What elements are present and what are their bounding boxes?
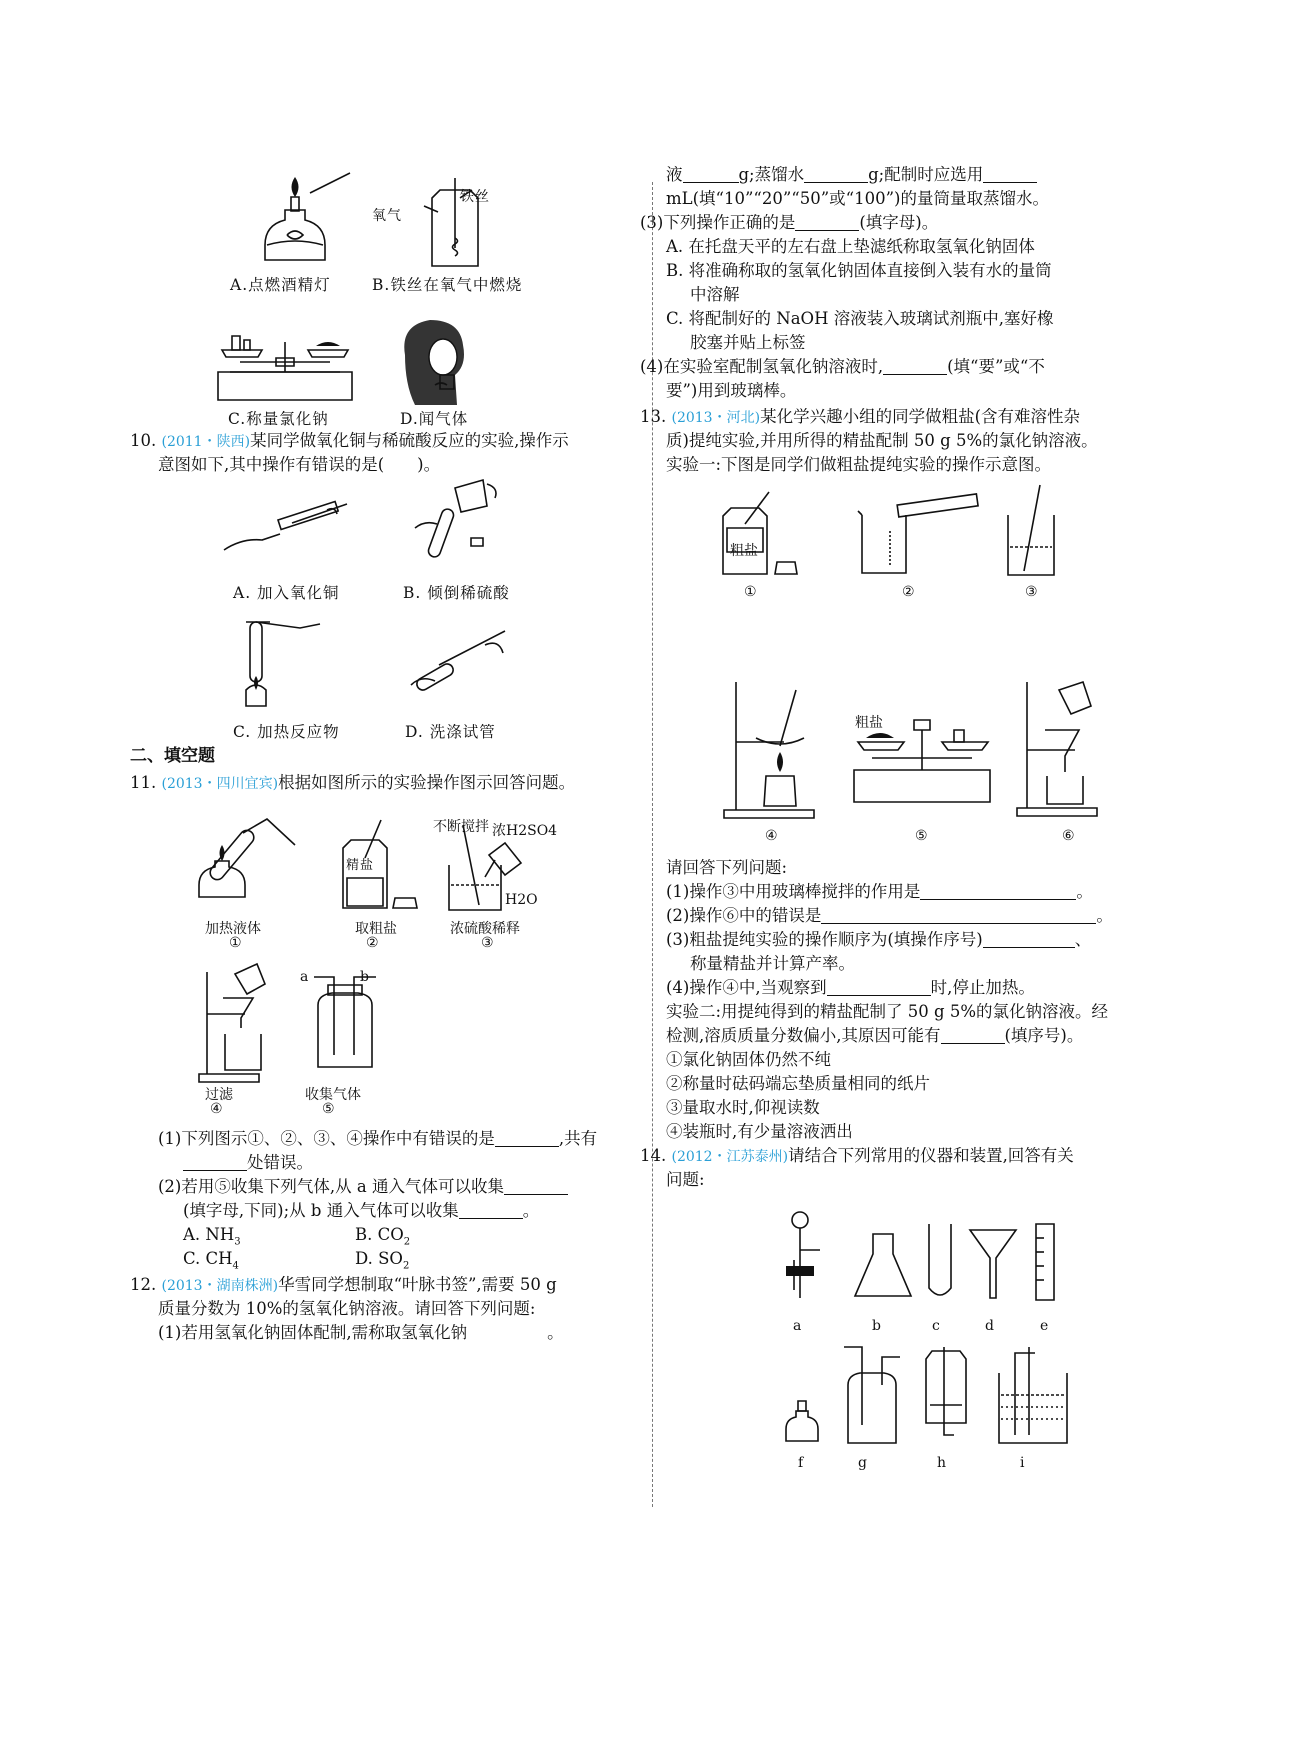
q11-fig4-caption: 过滤 xyxy=(205,1087,233,1103)
stir-dissolve-figure xyxy=(1004,485,1064,580)
q11-fig5-caption: 收集气体 xyxy=(305,1087,361,1103)
filtration-figure xyxy=(195,962,285,1087)
q11-fig1-num: ① xyxy=(229,935,242,951)
conc-h2so4-label: 浓H2SO4 xyxy=(492,823,558,839)
q13-part1 xyxy=(666,879,1093,905)
q12-part1 xyxy=(158,1320,564,1346)
q13-exp2a: 实验二:用提纯得到的精盐配制了 50 g 5%的氯化钠溶液。经 xyxy=(666,1002,1109,1021)
q13-fig3-num: ③ xyxy=(1025,584,1038,600)
q12-part1-cont xyxy=(666,162,1037,188)
q10-caption-b: B. 倾倒稀硫酸 xyxy=(403,584,510,602)
q13-p3c: 称量精盐并计算产率。 xyxy=(690,954,855,973)
q10-source: (2011・陕西) xyxy=(161,434,251,450)
alcohol-lamp-figure xyxy=(782,1395,822,1445)
q13-part4 xyxy=(666,975,1035,1001)
q11-blank-2[interactable] xyxy=(183,1152,247,1171)
section-heading-fill-blank: 二、填空题 xyxy=(130,746,215,766)
water-label: H2O xyxy=(505,892,538,908)
q12-p4a: (4)在实验室配制氢氧化钠溶液时, xyxy=(640,357,884,376)
q14-text2: 问题: xyxy=(666,1170,705,1189)
q11-stem xyxy=(130,770,575,797)
beaker-with-tubes-figure xyxy=(995,1345,1085,1445)
q11-fig1-caption: 加热液体 xyxy=(205,921,261,937)
label-e: e xyxy=(1040,1318,1049,1334)
q11-text: 根据如图所示的实验操作图示回答问题。 xyxy=(278,773,576,792)
crude-salt-pan-label: 粗盐 xyxy=(855,715,883,731)
label-g: g xyxy=(858,1455,867,1471)
q13-choice-4: ④装瓶时,有少量溶液洒出 xyxy=(666,1122,853,1141)
q11-option-b-text: B. CO xyxy=(355,1225,404,1244)
q13-stem-line1 xyxy=(640,404,1080,431)
q9-caption-d: D.闻气体 xyxy=(400,410,469,428)
q13-fig5-num: ⑤ xyxy=(915,828,928,844)
q11-fig3-caption: 浓硫酸稀释 xyxy=(450,921,520,937)
q13-p2-end: 。 xyxy=(1096,906,1113,925)
q13-blank-1[interactable] xyxy=(920,881,1076,900)
balance-weighing-figure xyxy=(210,322,360,402)
q12-blank-cylinder[interactable] xyxy=(983,164,1037,183)
q11-blank-3[interactable] xyxy=(504,1176,568,1195)
smelling-gas-figure xyxy=(395,315,475,407)
q12-text1: 华雪同学想制取“叶脉书签”,需要 50 g xyxy=(278,1275,557,1294)
separatory-funnel-figure xyxy=(780,1210,840,1300)
q11-fig4-num: ④ xyxy=(210,1101,223,1117)
q14-text1: 请结合下列常用的仪器和装置,回答有关 xyxy=(788,1146,1074,1165)
q11-source: (2013・四川宜宾) xyxy=(161,776,279,792)
gas-collection-bottle-figure xyxy=(310,975,380,1070)
filtration-error-figure xyxy=(1015,680,1105,820)
q12-r2: mL(填“10”“20”“50”或“100”)的量筒量取蒸馏水。 xyxy=(666,189,1049,208)
q12-blank-3[interactable] xyxy=(795,212,859,231)
q13-fig2-num: ② xyxy=(902,584,915,600)
q13-text3: 实验一:下图是同学们做粗盐提纯实验的操作示意图。 xyxy=(666,455,1052,474)
q12-p1: (1)若用氢氧化钠固体配制,需称取氢氧化钠 xyxy=(158,1323,468,1342)
q13-blank-5[interactable] xyxy=(941,1025,1005,1044)
q13-blank-2[interactable] xyxy=(821,905,1096,924)
q12-blank-water[interactable] xyxy=(804,164,868,183)
q11-option-a-sub: 3 xyxy=(234,1236,241,1248)
wash-test-tube-figure xyxy=(405,625,515,705)
q13-p1-end: 。 xyxy=(1076,882,1093,901)
q11-part2-line2 xyxy=(183,1198,539,1224)
q9-caption-a: A.点燃酒精灯 xyxy=(230,276,331,294)
label-d: d xyxy=(985,1318,994,1334)
heat-reactants-figure xyxy=(240,610,330,710)
q11-p2a: (2)若用⑤收集下列气体,从 a 通入气体可以收集 xyxy=(158,1177,504,1196)
oxygen-label: 氧气 xyxy=(372,208,402,224)
q13-blank-4[interactable] xyxy=(827,977,931,996)
q13-fig6-num: ⑥ xyxy=(1062,828,1075,844)
q11-option-c-sub: 4 xyxy=(232,1260,239,1272)
q11-number: 11. xyxy=(130,773,157,792)
q12-option-a: A. 在托盘天平的左右盘上垫滤纸称取氢氧化钠固体 xyxy=(666,237,1035,256)
q13-number: 13. xyxy=(640,407,667,426)
q12-number: 12. xyxy=(130,1275,157,1294)
funnel-figure xyxy=(968,1228,1018,1300)
fine-salt-label: 精盐 xyxy=(346,858,375,873)
q12-source: (2013・湖南株洲) xyxy=(161,1278,279,1294)
q12-p4b: (填“要”或“不 xyxy=(947,357,1045,376)
q11-option-d-text: D. SO xyxy=(355,1249,403,1268)
port-a-label: a xyxy=(300,969,309,985)
q11-p1a: (1)下列图示①、②、③、④操作中有错误的是 xyxy=(158,1129,495,1148)
q12-option-c1: C. 将配制好的 NaOH 溶液装入玻璃试剂瓶中,塞好橡 xyxy=(666,309,1054,328)
q12-part4 xyxy=(640,354,1045,380)
q12-option-c2: 胶塞并贴上标签 xyxy=(690,333,806,352)
q11-option-d-sub: 2 xyxy=(402,1260,410,1272)
q10-number: 10. xyxy=(130,431,157,450)
q12-option-b1: B. 将准确称取的氢氧化钠固体直接倒入装有水的量筒 xyxy=(666,261,1052,280)
bent-tube-bottle-figure xyxy=(920,1345,980,1445)
q13-fig1-num: ① xyxy=(744,584,757,600)
q11-part1-line1 xyxy=(158,1126,597,1152)
q13-choice-2: ②称量时砝码端忘垫质量相同的纸片 xyxy=(666,1074,930,1093)
q13-part3 xyxy=(666,927,1091,953)
q13-p4b: 时,停止加热。 xyxy=(930,978,1035,997)
q13-p3: (3)粗盐提纯实验的操作顺序为(填操作序号) xyxy=(666,930,983,949)
gas-washing-bottle-figure xyxy=(842,1345,902,1445)
q13-exp2b-line xyxy=(666,1023,1083,1049)
label-c: c xyxy=(932,1318,940,1334)
label-f: f xyxy=(798,1455,804,1471)
q10-text2: 意图如下,其中操作有错误的是( )。 xyxy=(158,455,441,474)
q10-caption-a: A. 加入氧化铜 xyxy=(233,584,340,602)
q11-fig2-caption: 取粗盐 xyxy=(355,921,397,937)
q13-p1: (1)操作③中用玻璃棒搅拌的作用是 xyxy=(666,882,921,901)
q10-caption-d: D. 洗涤试管 xyxy=(405,723,496,741)
q11-p2b: (填字母,下同);从 b 通入气体可以收集 xyxy=(183,1201,459,1220)
label-i: i xyxy=(1020,1455,1025,1471)
q13-ask: 请回答下列问题: xyxy=(666,858,788,877)
q11-part1-line2 xyxy=(183,1150,313,1176)
q12-r1c: g;配制时应选用 xyxy=(868,165,984,184)
q13-blank-3[interactable] xyxy=(983,929,1075,948)
q13-text1: 某化学兴趣小组的同学做粗盐(含有难溶性杂 xyxy=(760,407,1080,426)
q12-p3: (3)下列操作正确的是 xyxy=(640,213,796,232)
label-h: h xyxy=(937,1455,947,1471)
q13-text2: 质)提纯实验,并用所得的精盐配制 50 g 5%的氯化钠溶液。 xyxy=(666,431,1098,450)
q12-r1a: 液 xyxy=(666,165,683,184)
q13-p3b: 、 xyxy=(1074,930,1092,949)
q11-blank-4[interactable] xyxy=(459,1200,523,1219)
port-b-label: b xyxy=(360,969,369,985)
q13-choice-3: ③量取水时,仰视读数 xyxy=(666,1098,820,1117)
q11-part2-line1 xyxy=(158,1174,568,1200)
q14-stem-line1 xyxy=(640,1143,1074,1170)
q14-number: 14. xyxy=(640,1146,667,1165)
q12-p1-end: 。 xyxy=(547,1323,564,1342)
q12-part3 xyxy=(640,210,938,236)
q13-p2: (2)操作⑥中的错误是 xyxy=(666,906,822,925)
q10-stem-line1 xyxy=(130,428,569,455)
reagent-bottle-figure xyxy=(715,488,805,578)
label-b: b xyxy=(872,1318,881,1334)
q12-blank-4[interactable] xyxy=(883,356,947,375)
q10-text1: 某同学做氧化铜与稀硫酸反应的实验,操作示 xyxy=(250,431,569,450)
q13-p4: (4)操作④中,当观察到 xyxy=(666,978,827,997)
q11-fig2-num: ② xyxy=(366,935,379,951)
q13-part2 xyxy=(666,903,1113,929)
q9-caption-c: C.称量氯化钠 xyxy=(228,410,329,428)
q9-caption-b: B.铁丝在氧气中燃烧 xyxy=(372,276,523,294)
q12-r1b: g;蒸馏水 xyxy=(738,165,805,184)
q14-source: (2012・江苏泰州) xyxy=(671,1149,789,1165)
graduated-cylinder-figure xyxy=(1032,1222,1058,1302)
q12-blank-naoh[interactable] xyxy=(683,164,739,183)
q13-source: (2013・河北) xyxy=(671,410,761,426)
q12-stem-line1 xyxy=(130,1272,557,1299)
q13-exp2c: (填序号)。 xyxy=(1004,1026,1084,1045)
q12-text2: 质量分数为 10%的氢氧化钠溶液。请回答下列问题: xyxy=(158,1299,536,1318)
q13-choice-1: ①氯化钠固体仍然不纯 xyxy=(666,1050,831,1069)
q12-p4c: 要”)用到玻璃棒。 xyxy=(666,381,797,400)
q11-option-c-text: C. CH xyxy=(183,1249,233,1268)
test-tube-figure xyxy=(925,1222,955,1302)
conical-flask-figure xyxy=(853,1232,913,1300)
q12-p3b: (填字母)。 xyxy=(859,213,939,232)
q11-p1b: ,共有 xyxy=(558,1129,598,1148)
column-divider xyxy=(652,182,653,1507)
q11-fig5-num: ⑤ xyxy=(322,1101,335,1117)
add-copper-oxide-figure xyxy=(222,490,352,560)
alcohol-lamp-lighting-figure xyxy=(255,175,365,285)
pour-dilute-sulfuric-acid-figure xyxy=(405,478,505,568)
q11-option-a-text: A. NH xyxy=(183,1225,235,1244)
crude-salt-bottle-label: 粗盐 xyxy=(730,543,758,559)
heat-liquid-figure xyxy=(195,815,305,915)
q12-option-b2: 中溶解 xyxy=(690,285,740,304)
q11-fig3-num: ③ xyxy=(481,935,494,951)
stir-constantly-label: 不断搅拌 xyxy=(433,819,489,835)
iron-wire-label: 铁丝 xyxy=(460,189,490,205)
pour-water-figure xyxy=(858,495,988,575)
label-a: a xyxy=(793,1318,802,1334)
q13-exp2b: 检测,溶质质量分数偏小,其原因可能有 xyxy=(666,1026,941,1045)
q11-p2c: 。 xyxy=(522,1201,540,1220)
q11-option-b-sub: 2 xyxy=(403,1236,411,1248)
q13-fig4-num: ④ xyxy=(765,828,778,844)
evaporation-figure xyxy=(722,680,822,820)
q11-p1c: 处错误。 xyxy=(247,1153,313,1172)
q11-blank-1[interactable] xyxy=(495,1128,559,1147)
q10-caption-c: C. 加热反应物 xyxy=(233,723,340,741)
